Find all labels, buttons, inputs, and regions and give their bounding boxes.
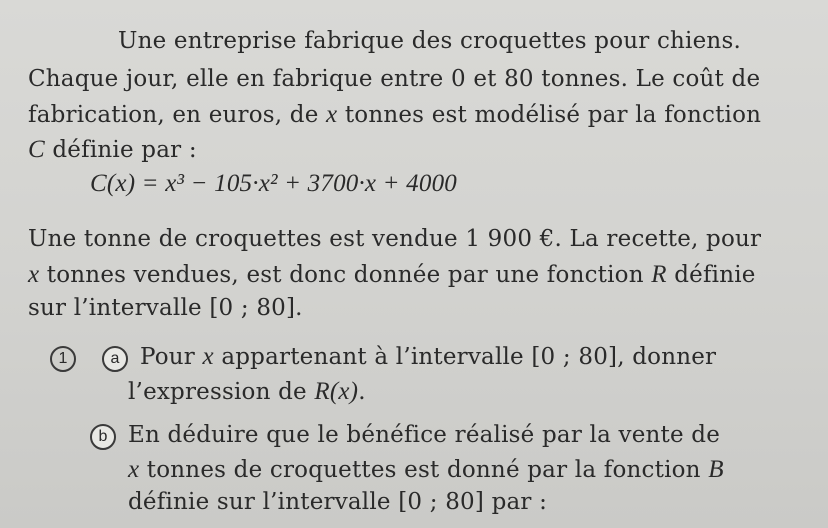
intro-line-3-part-b: tonnes est modélisé par la fonction (337, 102, 762, 128)
intro-line-2 (28, 66, 760, 92)
variable-x: x (28, 261, 40, 288)
recette-line-2 (28, 261, 756, 289)
recette-line-3 (28, 295, 303, 321)
recette-line-1 (28, 226, 761, 252)
variable-x: x (202, 343, 214, 370)
intro-line-1 (118, 28, 741, 54)
subquestion-a-badge: a (102, 346, 128, 372)
question-a-line-2-part-b: . (358, 379, 366, 405)
question-b-line-3 (128, 489, 547, 515)
question-a-line-1 (140, 343, 716, 371)
question-b-line-1 (128, 422, 720, 448)
variable-c: C (28, 136, 45, 163)
intro-line-4-part-b: définie par : (44, 137, 197, 163)
question-a-line-1-part-b: appartenant à l’intervalle [0 ; 80], donner (213, 344, 717, 370)
variable-r-of-x: R(x) (314, 378, 359, 405)
question-a-line-2 (128, 378, 366, 406)
question-b-line-3-text: définie sur l’intervalle [0 ; 80] par : (128, 489, 548, 515)
cost-formula (90, 170, 457, 198)
intro-line-3-part-a: fabrication, en euros, de (28, 102, 327, 128)
recette-line-3-text: sur l’intervalle [0 ; 80]. (28, 295, 303, 321)
cost-formula-text: C(x) = x³ − 105·x² + 3700·x + 4000 (90, 170, 457, 197)
variable-r: R (651, 261, 667, 288)
question-a-line-1-part-a: Pour (140, 344, 203, 370)
intro-line-3 (28, 101, 761, 129)
subquestion-b-badge: b (90, 424, 116, 450)
variable-x: x (128, 456, 140, 483)
question-b-line-1-text: En déduire que le bénéfice réalisé par la vente de (128, 422, 721, 448)
question-a-line-2-part-a: l’expression de (128, 379, 315, 405)
intro-line-4 (28, 136, 197, 164)
variable-b: B (708, 456, 724, 483)
intro-line-1-text: Une entreprise fabrique des croquettes pour chiens. (118, 28, 741, 54)
recette-line-2-part-b: tonnes vendues, est donc donnée par une fonction (39, 262, 652, 288)
intro-line-2-text: Chaque jour, elle en fabrique entre 0 et 80 tonnes. Le coût de (28, 66, 761, 92)
recette-line-2-part-c: définie (666, 262, 756, 288)
question-b-line-2-part-b: tonnes de croquettes est donné par la fonction (139, 457, 709, 483)
question-b-line-2 (128, 456, 724, 484)
question-number-badge: 1 (50, 346, 76, 372)
recette-line-1-text: Une tonne de croquettes est vendue 1 900 €. La recette, pour (28, 226, 762, 252)
variable-x: x (326, 101, 338, 128)
